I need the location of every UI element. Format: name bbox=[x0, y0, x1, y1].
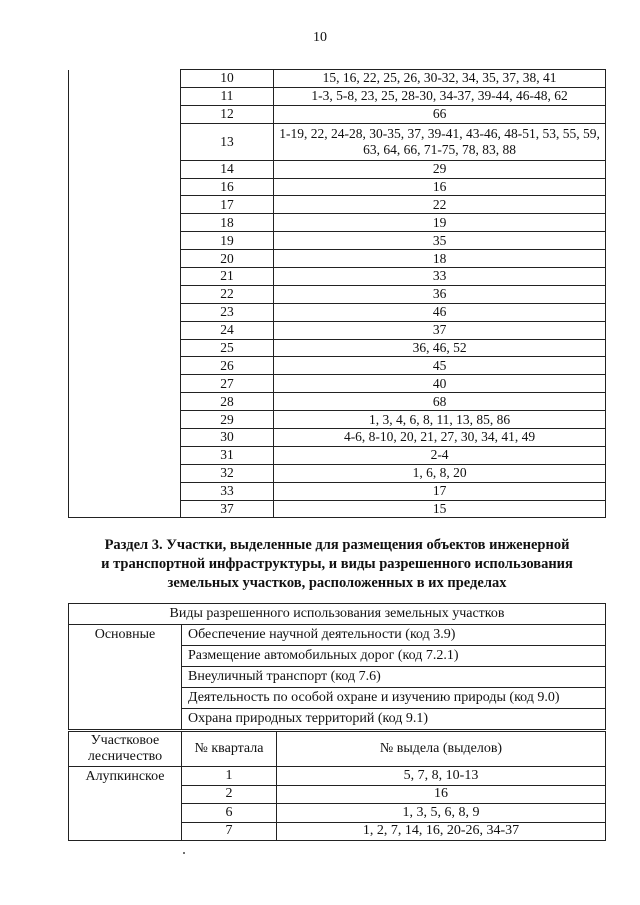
table-header-row bbox=[69, 732, 606, 767]
allotment-cell: 2-4 bbox=[274, 446, 606, 464]
quarter-cell: 28 bbox=[180, 393, 273, 411]
table-row bbox=[69, 625, 606, 646]
quarter-cell: 2 bbox=[182, 785, 277, 804]
use-cell: Обеспечение научной деятельности (код 3.9) bbox=[182, 625, 606, 646]
use-cell: Размещение автомобильных дорог (код 7.2.1) bbox=[182, 646, 606, 667]
allotment-cell: 66 bbox=[274, 105, 606, 123]
quarter-cell: 26 bbox=[180, 357, 273, 375]
quarter-cell: 25 bbox=[180, 339, 273, 357]
quarter-cell: 30 bbox=[180, 429, 273, 447]
quarter-cell: 29 bbox=[180, 411, 273, 429]
table-row bbox=[69, 70, 606, 88]
quarter-cell: 14 bbox=[180, 160, 273, 178]
allotment-cell: 1-19, 22, 24-28, 30-35, 37, 39-41, 43-46, 48-51, 53, 55, 59, 63, 64, 66, 71-75, 78, 83, 88 bbox=[274, 123, 606, 160]
quarter-cell: 24 bbox=[180, 321, 273, 339]
allotment-cell: 1, 3, 5, 6, 8, 9 bbox=[277, 804, 606, 823]
quarter-cell: 22 bbox=[180, 285, 273, 303]
quarter-cell: 23 bbox=[180, 303, 273, 321]
header-forestry-line: лесничество bbox=[87, 749, 163, 764]
header-forestry bbox=[69, 732, 182, 767]
table-row bbox=[69, 767, 606, 786]
allotment-cell: 45 bbox=[274, 357, 606, 375]
scan-speck bbox=[183, 852, 185, 854]
table-header-row bbox=[69, 604, 606, 625]
allotment-cell: 1-3, 5-8, 23, 25, 28-30, 34-37, 39-44, 46-48, 62 bbox=[274, 87, 606, 105]
quarter-cell: 27 bbox=[180, 375, 273, 393]
allotment-cell: 29 bbox=[274, 160, 606, 178]
quarter-cell: 6 bbox=[182, 804, 277, 823]
quarter-cell: 31 bbox=[180, 446, 273, 464]
section-heading-line: Раздел 3. Участки, выделенные для размещения объектов инженерной bbox=[104, 537, 570, 553]
header-allotment: № выдела (выделов) bbox=[277, 732, 606, 767]
forestry-cell: Алупкинское bbox=[69, 767, 182, 841]
quarter-cell: 13 bbox=[180, 123, 273, 160]
forestry-allotment-table bbox=[68, 731, 606, 841]
forestry-cell-empty bbox=[69, 70, 181, 518]
quarter-cell: 11 bbox=[180, 87, 273, 105]
quarter-cell: 10 bbox=[180, 70, 273, 88]
quarter-cell: 17 bbox=[180, 196, 273, 214]
allotment-cell: 37 bbox=[274, 321, 606, 339]
allotment-cell: 1, 2, 7, 14, 16, 20-26, 34-37 bbox=[277, 822, 606, 841]
permitted-use-table bbox=[68, 603, 606, 730]
use-cell: Внеуличный транспорт (код 7.6) bbox=[182, 667, 606, 688]
quarter-cell: 21 bbox=[180, 268, 273, 286]
section-heading-line: и транспортной инфраструктуры, и виды разрешенного использования bbox=[101, 556, 573, 572]
allotment-cell: 36 bbox=[274, 285, 606, 303]
use-cell: Деятельность по особой охране и изучению природы (код 9.0) bbox=[182, 688, 606, 709]
quarter-cell: 37 bbox=[180, 500, 273, 518]
allotment-cell: 35 bbox=[274, 232, 606, 250]
page-number: 10 bbox=[313, 30, 327, 45]
allotment-cell: 4-6, 8-10, 20, 21, 27, 30, 34, 41, 49 bbox=[274, 429, 606, 447]
allotment-cell: 40 bbox=[274, 375, 606, 393]
allotment-cell: 17 bbox=[274, 482, 606, 500]
allotment-cell: 68 bbox=[274, 393, 606, 411]
allotment-cell: 36, 46, 52 bbox=[274, 339, 606, 357]
allotment-cell: 15, 16, 22, 25, 26, 30-32, 34, 35, 37, 38, 41 bbox=[274, 70, 606, 88]
allotment-cell: 18 bbox=[274, 250, 606, 268]
quarter-cell: 12 bbox=[180, 105, 273, 123]
quarter-cell: 20 bbox=[180, 250, 273, 268]
header-quarter: № квартала bbox=[182, 732, 277, 767]
allotment-cell: 33 bbox=[274, 268, 606, 286]
use-category-cell: Основные bbox=[69, 625, 182, 730]
allotment-cell: 16 bbox=[274, 178, 606, 196]
section-heading bbox=[68, 536, 606, 593]
allotment-cell: 16 bbox=[277, 785, 606, 804]
section-heading-line: земельных участков, расположенных в их пределах bbox=[167, 575, 507, 591]
allotment-cell: 1, 3, 4, 6, 8, 11, 13, 85, 86 bbox=[274, 411, 606, 429]
allotment-table-continued bbox=[68, 69, 606, 518]
table-header: Виды разрешенного использования земельных участков bbox=[69, 604, 606, 625]
allotment-cell: 19 bbox=[274, 214, 606, 232]
allotment-cell: 1, 6, 8, 20 bbox=[274, 464, 606, 482]
quarter-cell: 19 bbox=[180, 232, 273, 250]
quarter-cell: 1 bbox=[182, 767, 277, 786]
quarter-cell: 18 bbox=[180, 214, 273, 232]
quarter-cell: 33 bbox=[180, 482, 273, 500]
use-cell: Охрана природных территорий (код 9.1) bbox=[182, 709, 606, 730]
allotment-cell: 15 bbox=[274, 500, 606, 518]
quarter-cell: 7 bbox=[182, 822, 277, 841]
header-forestry-line: Участковое bbox=[90, 733, 160, 748]
allotment-cell: 46 bbox=[274, 303, 606, 321]
quarter-cell: 16 bbox=[180, 178, 273, 196]
allotment-cell: 22 bbox=[274, 196, 606, 214]
quarter-cell: 32 bbox=[180, 464, 273, 482]
allotment-cell: 5, 7, 8, 10-13 bbox=[277, 767, 606, 786]
